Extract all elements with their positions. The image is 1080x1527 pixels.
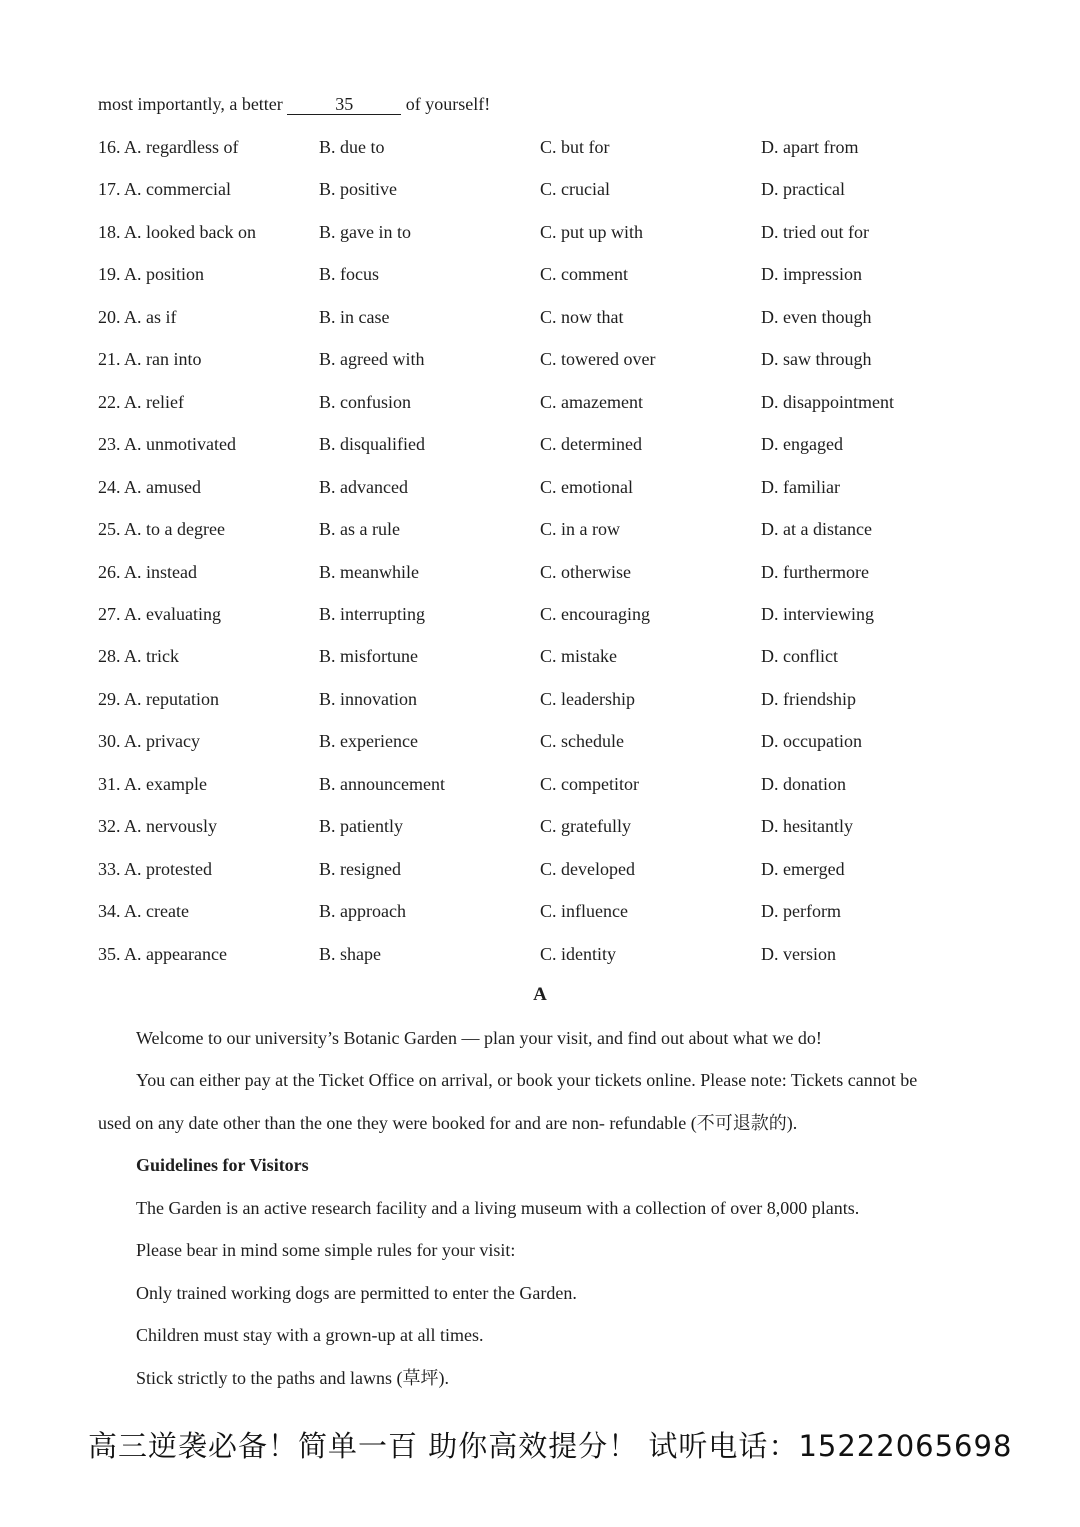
option-text: A. ran into — [124, 349, 202, 369]
paragraph-tickets-2: used on any date other than the one they were booked for and are non- refundable (不可退款的). — [98, 1113, 798, 1133]
question-19-option-b: B. focus — [319, 264, 379, 284]
question-29-option-b: B. innovation — [319, 689, 417, 709]
intro-after: of yourself! — [405, 94, 491, 114]
question-26-option-b: B. meanwhile — [319, 562, 419, 582]
question-number: 25. — [98, 519, 121, 539]
question-18-option-c: C. put up with — [540, 222, 644, 242]
option-text: A. nervously — [124, 816, 218, 836]
intro-line — [98, 92, 490, 116]
question-21-option-a — [98, 347, 202, 371]
question-32-option-d: D. hesitantly — [761, 816, 853, 836]
option-text: A. instead — [124, 562, 197, 582]
question-34-option-d: D. perform — [761, 901, 841, 921]
question-35-option-d: D. version — [761, 944, 836, 964]
question-27-option-d: D. interviewing — [761, 604, 874, 624]
question-number: 27. — [98, 604, 121, 624]
option-text: A. appearance — [124, 944, 227, 964]
question-34-option-a — [98, 899, 189, 923]
option-text: A. privacy — [124, 731, 200, 751]
question-24-option-c: C. emotional — [540, 477, 633, 497]
question-33-option-a — [98, 857, 212, 881]
question-number: 20. — [98, 307, 121, 327]
question-29-option-c: C. leadership — [540, 689, 635, 709]
question-24-option-d: D. familiar — [761, 477, 840, 497]
question-33-option-c: C. developed — [540, 859, 635, 879]
question-35-option-b: B. shape — [319, 944, 381, 964]
question-number: 29. — [98, 689, 121, 709]
question-23-option-b: B. disqualified — [319, 434, 425, 454]
option-text: A. unmotivated — [124, 434, 236, 454]
question-number: 23. — [98, 434, 121, 454]
question-number: 30. — [98, 731, 121, 751]
option-text: A. evaluating — [124, 604, 221, 624]
question-26-option-d: D. furthermore — [761, 562, 869, 582]
question-19-option-d: D. impression — [761, 264, 862, 284]
question-number: 21. — [98, 349, 121, 369]
question-19-option-c: C. comment — [540, 264, 628, 284]
question-17-option-c: C. crucial — [540, 179, 610, 199]
option-text: A. looked back on — [124, 222, 256, 242]
question-25-option-d: D. at a distance — [761, 519, 872, 539]
paragraph-research: The Garden is an active research facility and a living museum with a collection of over 8,000 plants. — [136, 1198, 860, 1218]
guidelines-heading: Guidelines for Visitors — [136, 1155, 309, 1175]
question-number: 31. — [98, 774, 121, 794]
option-text: A. position — [124, 264, 205, 284]
rule-dogs: Only trained working dogs are permitted to enter the Garden. — [136, 1283, 577, 1303]
question-23-option-c: C. determined — [540, 434, 642, 454]
question-28-option-b: B. misfortune — [319, 646, 418, 666]
question-30-option-c: C. schedule — [540, 731, 624, 751]
option-text: A. trick — [124, 646, 179, 666]
option-text: A. as if — [124, 307, 177, 327]
question-number: 24. — [98, 477, 121, 497]
question-20-option-c: C. now that — [540, 307, 624, 327]
question-number: 35. — [98, 944, 121, 964]
intro-before: most importantly, a better — [98, 94, 283, 114]
question-30-option-a — [98, 729, 200, 753]
question-33-option-d: D. emerged — [761, 859, 845, 879]
question-22-option-a — [98, 390, 184, 414]
rule-children: Children must stay with a grown-up at all times. — [136, 1325, 484, 1345]
question-35-option-a — [98, 942, 227, 966]
question-number: 18. — [98, 222, 121, 242]
question-25-option-a — [98, 517, 225, 541]
blank-35: 35 — [287, 94, 401, 115]
question-28-option-d: D. conflict — [761, 646, 838, 666]
question-31-option-a — [98, 772, 207, 796]
question-22-option-d: D. disappointment — [761, 392, 894, 412]
question-32-option-a — [98, 814, 217, 838]
question-31-option-d: D. donation — [761, 774, 846, 794]
question-21-option-d: D. saw through — [761, 349, 872, 369]
question-31-option-b: B. announcement — [319, 774, 445, 794]
question-number: 17. — [98, 179, 121, 199]
question-number: 33. — [98, 859, 121, 879]
question-19-option-a — [98, 262, 204, 286]
question-20-option-b: B. in case — [319, 307, 390, 327]
question-24-option-b: B. advanced — [319, 477, 408, 497]
question-number: 16. — [98, 137, 121, 157]
question-26-option-c: C. otherwise — [540, 562, 631, 582]
question-17-option-d: D. practical — [761, 179, 845, 199]
question-21-option-b: B. agreed with — [319, 349, 425, 369]
question-17-option-a — [98, 177, 231, 201]
question-18-option-d: D. tried out for — [761, 222, 869, 242]
question-number: 34. — [98, 901, 121, 921]
question-20-option-d: D. even though — [761, 307, 872, 327]
question-number: 19. — [98, 264, 121, 284]
question-number: 28. — [98, 646, 121, 666]
question-30-option-d: D. occupation — [761, 731, 862, 751]
question-17-option-b: B. positive — [319, 179, 398, 199]
question-16-option-c: C. but for — [540, 137, 610, 157]
question-number: 26. — [98, 562, 121, 582]
option-text: A. create — [124, 901, 189, 921]
question-22-option-c: C. amazement — [540, 392, 643, 412]
paragraph-rules-intro: Please bear in mind some simple rules for your visit: — [136, 1240, 516, 1260]
section-title: A — [533, 984, 547, 1005]
question-33-option-b: B. resigned — [319, 859, 401, 879]
question-18-option-b: B. gave in to — [319, 222, 411, 242]
question-27-option-c: C. encouraging — [540, 604, 650, 624]
option-text: A. example — [124, 774, 207, 794]
option-text: A. commercial — [124, 179, 231, 199]
question-30-option-b: B. experience — [319, 731, 418, 751]
paragraph-welcome: Welcome to our university’s Botanic Garden — plan your visit, and find out about what we do! — [136, 1028, 822, 1048]
question-16-option-d: D. apart from — [761, 137, 859, 157]
question-31-option-c: C. competitor — [540, 774, 639, 794]
question-number: 32. — [98, 816, 121, 836]
option-text: A. amused — [124, 477, 201, 497]
question-23-option-a — [98, 432, 236, 456]
option-text: A. protested — [124, 859, 212, 879]
option-text: A. reputation — [124, 689, 219, 709]
rule-paths: Stick strictly to the paths and lawns (草坪). — [136, 1368, 449, 1388]
option-text: A. regardless of — [124, 137, 239, 157]
question-34-option-b: B. approach — [319, 901, 406, 921]
question-number: 22. — [98, 392, 121, 412]
question-26-option-a — [98, 560, 197, 584]
question-16-option-b: B. due to — [319, 137, 385, 157]
question-27-option-a — [98, 602, 221, 626]
question-29-option-d: D. friendship — [761, 689, 856, 709]
option-text: A. to a degree — [124, 519, 225, 539]
question-22-option-b: B. confusion — [319, 392, 411, 412]
question-21-option-c: C. towered over — [540, 349, 656, 369]
question-18-option-a — [98, 220, 256, 244]
question-24-option-a — [98, 475, 201, 499]
question-32-option-b: B. patiently — [319, 816, 403, 836]
question-35-option-c: C. identity — [540, 944, 616, 964]
question-25-option-c: C. in a row — [540, 519, 620, 539]
question-25-option-b: B. as a rule — [319, 519, 400, 539]
paragraph-tickets-1: You can either pay at the Ticket Office on arrival, or book your tickets online. Please note: Tickets cannot be — [136, 1070, 918, 1090]
question-32-option-c: C. gratefully — [540, 816, 631, 836]
question-16-option-a — [98, 135, 238, 159]
footer-banner: 高三逆袭必备！简单一百 助你高效提分！ 试听电话：15222065698 — [88, 1429, 1013, 1463]
question-23-option-d: D. engaged — [761, 434, 843, 454]
question-34-option-c: C. influence — [540, 901, 628, 921]
question-29-option-a — [98, 687, 219, 711]
option-text: A. relief — [124, 392, 184, 412]
question-28-option-a — [98, 644, 179, 668]
question-27-option-b: B. interrupting — [319, 604, 425, 624]
question-20-option-a — [98, 305, 177, 329]
question-28-option-c: C. mistake — [540, 646, 617, 666]
